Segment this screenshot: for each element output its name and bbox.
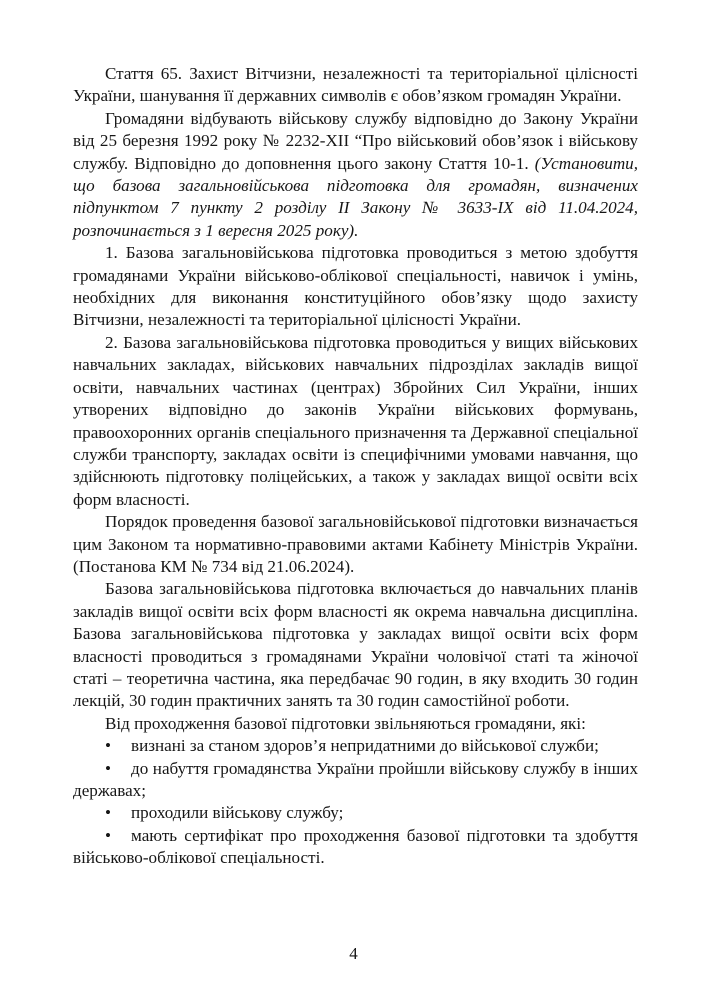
paragraph-curriculum xyxy=(73,578,638,712)
paragraph-point-2 xyxy=(73,332,638,511)
bullet-icon: • xyxy=(105,803,111,823)
paragraph-text: Базова загальновійськова підготовка включається до навчальних планів закладів вищої освіти всіх форм власності як окрема навчальна дисципліна. Базова загальновійськова підготовка у закладах вищої освіти всіх форм власності проводиться з громадянами України чоловічої статі та жіночої статі – теоретична частина, яка передбачає 90 годин, в яку входить 30 годин лекцій, 30 годин практичних занять та 30 годин самостійної роботи. xyxy=(73,579,638,711)
bullet-icon: • xyxy=(105,758,111,778)
list-item-text: визнані за станом здоров’я непридатними до військової служби; xyxy=(131,736,599,756)
paragraph-text: Громадяни відбувають військову службу відповідно до Закону України від 25 березня 1992 року № 2232-XII “Про військовий обов’язок і військову службу. Відповідно до доповнення цього закону Стаття 10-1. xyxy=(73,108,638,173)
bullet-icon: • xyxy=(105,736,111,756)
list-item xyxy=(73,802,638,824)
list-item xyxy=(73,735,638,757)
paragraph-text: Стаття 65. Захист Вітчизни, незалежності та територіальної цілісності України, шанування її державних символів є обов’язком громадян України. xyxy=(73,64,638,106)
page-number: 4 xyxy=(349,944,358,963)
paragraph-text: 1. Базова загальновійськова підготовка проводиться з метою здобуття громадянами України військово-облікової спеціальності, навичок і умінь, необхідних для виконання конституційного обов’язку щодо захисту Вітчизни, незалежності та територіальної цілісності України. xyxy=(73,243,638,330)
paragraph-exemptions-intro xyxy=(73,713,638,735)
bullet-icon: • xyxy=(105,825,111,845)
paragraph-text: Від проходження базової підготовки звільняються громадяни, які: xyxy=(105,713,586,733)
list-item xyxy=(73,758,638,803)
paragraph-article-65 xyxy=(73,63,638,108)
list-item-text: мають сертифікат про проходження базової підготовки та здобуття військово-облікової спеціальності. xyxy=(73,825,638,868)
list-item-text: до набуття громадянства України пройшли військову службу в інших державах; xyxy=(73,758,638,800)
document-body xyxy=(73,63,638,870)
paragraph-text: Порядок проведення базової загальновійськової підготовки визначається цим Законом та нормативно-правовими актами Кабінету Міністрів України. (Постанова КМ № 734 від 21.06.2024). xyxy=(73,512,638,576)
paragraph-military-service-law xyxy=(73,108,638,242)
list-item xyxy=(73,825,638,870)
list-item-text: проходили військову службу; xyxy=(131,803,344,823)
paragraph-text: 2. Базова загальновійськова підготовка проводиться у вищих військових навчальних закладах, військових навчальних підрозділах закладів вищої освіти, навчальних частинах (центрах) Збройних Сил України, інших утворених відповідно до законів України військових формувань, правоохоронних органів спеціального призначення та Державної спеціальної служби транспорту, закладах освіти із специфічними умовами навчання, що здійснюють підготовку поліцейських, а також у закладах вищої освіти всіх форм власності. xyxy=(73,332,638,509)
paragraph-point-1 xyxy=(73,242,638,332)
paragraph-procedure xyxy=(73,511,638,578)
paragraph-italic-note: (Установити, що базова загальновійськова підготовка для громадян, визначених підпунктом 7 пункту 2 розділу ІІ Закону № 3633-IX від 11.04.2024, розпочинається з 1 вересня 2025 року). xyxy=(73,153,638,240)
